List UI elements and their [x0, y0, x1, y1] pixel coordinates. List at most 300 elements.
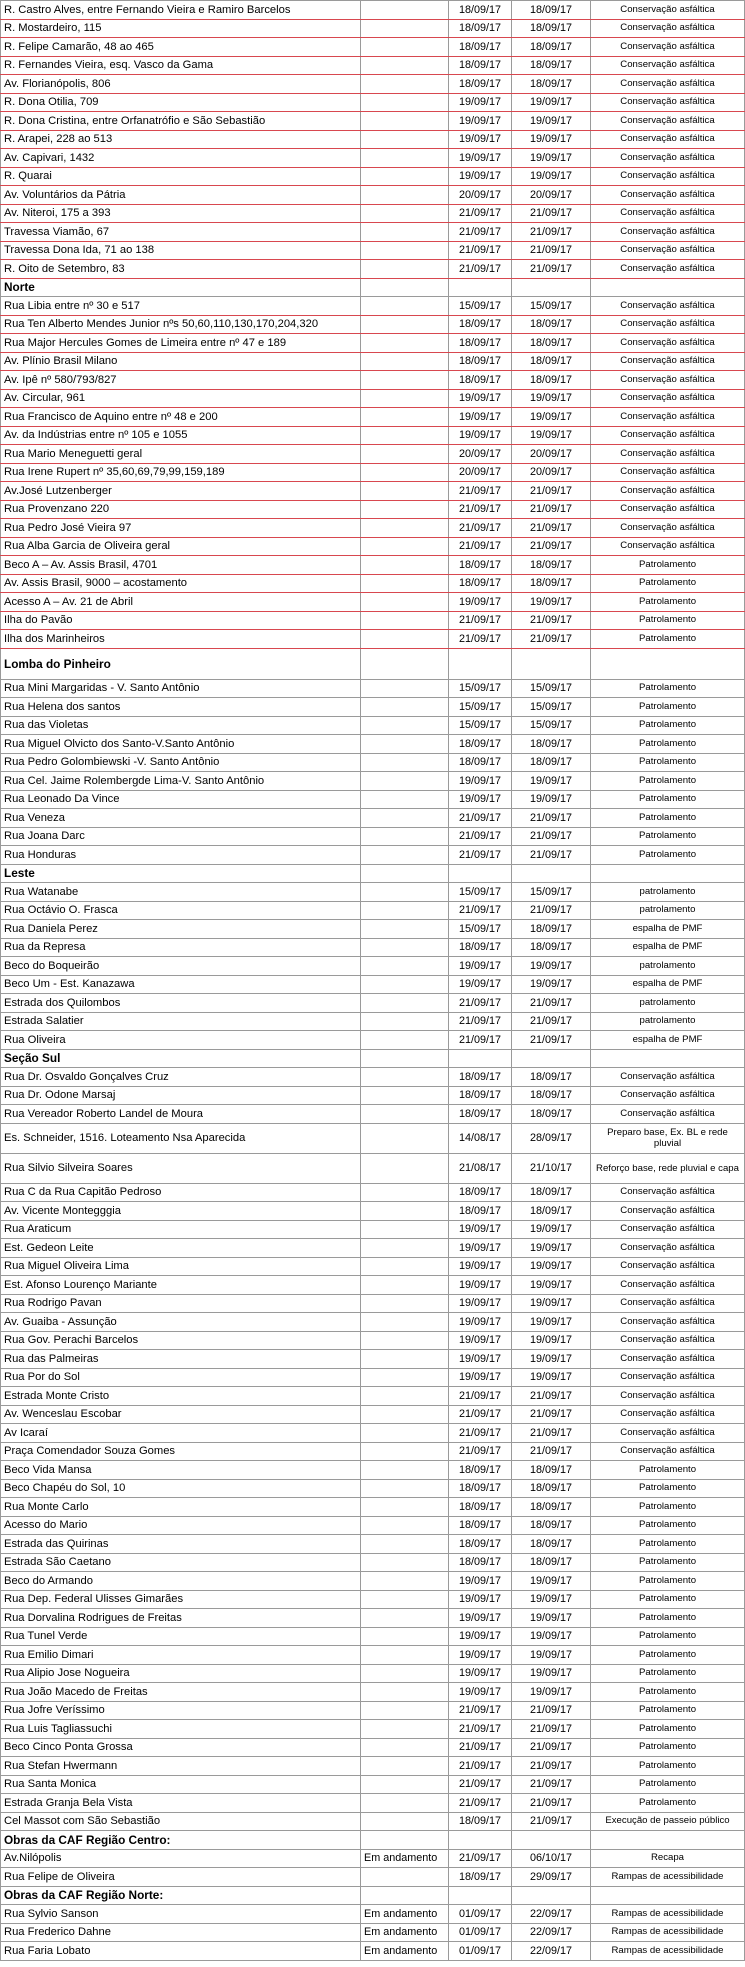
status-cell	[361, 1701, 449, 1720]
start-date-cell: 15/09/17	[449, 920, 512, 939]
status-cell	[361, 883, 449, 902]
start-date-cell: 18/09/17	[449, 352, 512, 371]
street-cell: Rua Dorvalina Rodrigues de Freitas	[1, 1609, 361, 1628]
table-row	[1, 1387, 745, 1406]
end-date-cell: 19/09/17	[512, 1313, 591, 1332]
status-cell	[361, 864, 449, 883]
end-date-cell: 19/09/17	[512, 1350, 591, 1369]
end-date-cell: 18/09/17	[512, 334, 591, 353]
street-cell: Rua Dr. Osvaldo Gonçalves Cruz	[1, 1068, 361, 1087]
service-cell: patrolamento	[591, 883, 745, 902]
service-cell: Conservação asfáltica	[591, 223, 745, 242]
end-date-cell: 21/09/17	[512, 630, 591, 649]
table-row	[1, 260, 745, 279]
end-date-cell: 15/09/17	[512, 716, 591, 735]
table-row	[1, 1738, 745, 1757]
street-cell: Rua Miguel Olvicto dos Santo-V.Santo Antônio	[1, 735, 361, 754]
service-cell: Patrolamento	[591, 809, 745, 828]
start-date-cell: 19/09/17	[449, 593, 512, 612]
table-row	[1, 1775, 745, 1794]
end-date-cell: 19/09/17	[512, 1609, 591, 1628]
street-cell: Av. Ipê nº 580/793/827	[1, 371, 361, 390]
service-cell: Conservação asfáltica	[591, 1202, 745, 1221]
start-date-cell: 19/09/17	[449, 167, 512, 186]
service-cell: Conservação asfáltica	[591, 1294, 745, 1313]
street-cell: Beco Cinco Ponta Grossa	[1, 1738, 361, 1757]
status-cell	[361, 1738, 449, 1757]
start-date-cell: 15/09/17	[449, 679, 512, 698]
end-date-cell: 21/09/17	[512, 901, 591, 920]
street-cell: Rua Mini Margaridas - V. Santo Antônio	[1, 679, 361, 698]
end-date-cell: 19/09/17	[512, 1646, 591, 1665]
service-cell	[591, 648, 745, 679]
service-cell	[591, 864, 745, 883]
status-cell	[361, 149, 449, 168]
service-cell: Patrolamento	[591, 1516, 745, 1535]
end-date-cell: 21/09/17	[512, 1720, 591, 1739]
table-row	[1, 1276, 745, 1295]
status-cell	[361, 1479, 449, 1498]
start-date-cell: 19/09/17	[449, 957, 512, 976]
table-row	[1, 1031, 745, 1050]
table-row	[1, 1664, 745, 1683]
table-row	[1, 75, 745, 94]
start-date-cell: 21/09/17	[449, 827, 512, 846]
street-cell: R. Dona Cristina, entre Orfanatrófio e São Sebastião	[1, 112, 361, 131]
service-cell: Conservação asfáltica	[591, 1313, 745, 1332]
service-cell: Conservação asfáltica	[591, 93, 745, 112]
street-cell: Av Icaraí	[1, 1424, 361, 1443]
status-cell: Em andamento	[361, 1849, 449, 1868]
status-cell	[361, 1757, 449, 1776]
end-date-cell: 18/09/17	[512, 1535, 591, 1554]
table-row	[1, 1868, 745, 1887]
street-cell: Rua Alba Garcia de Oliveira geral	[1, 537, 361, 556]
street-cell: Av. da Indústrias entre nº 105 e 1055	[1, 426, 361, 445]
status-cell	[361, 1350, 449, 1369]
end-date-cell: 18/09/17	[512, 938, 591, 957]
end-date-cell: 18/09/17	[512, 19, 591, 38]
end-date-cell: 18/09/17	[512, 1105, 591, 1124]
street-cell: Av. Niteroi, 175 a 393	[1, 204, 361, 223]
street-cell: Estrada Granja Bela Vista	[1, 1794, 361, 1813]
service-cell: Conservação asfáltica	[591, 75, 745, 94]
table-row	[1, 1905, 745, 1924]
table-row	[1, 1183, 745, 1202]
street-cell: Beco do Armando	[1, 1572, 361, 1591]
end-date-cell: 21/09/17	[512, 223, 591, 242]
street-cell: Rua Miguel Oliveira Lima	[1, 1257, 361, 1276]
service-cell: Conservação asfáltica	[591, 149, 745, 168]
street-cell: R. Quarai	[1, 167, 361, 186]
street-cell: Rua Emilio Dimari	[1, 1646, 361, 1665]
street-cell: Rua Joana Darc	[1, 827, 361, 846]
status-cell	[361, 334, 449, 353]
street-cell: Av.Nilópolis	[1, 1849, 361, 1868]
service-cell: Patrolamento	[591, 1646, 745, 1665]
street-cell: Rua Sylvio Sanson	[1, 1905, 361, 1924]
street-cell: Beco do Boqueirão	[1, 957, 361, 976]
street-cell: Lomba do Pinheiro	[1, 648, 361, 679]
street-cell: Rua Dep. Federal Ulisses Gimarães	[1, 1590, 361, 1609]
start-date-cell: 18/09/17	[449, 334, 512, 353]
status-cell	[361, 698, 449, 717]
street-cell: Rua Felipe de Oliveira	[1, 1868, 361, 1887]
service-cell: Patrolamento	[591, 630, 745, 649]
street-cell: R. Mostardeiro, 115	[1, 19, 361, 38]
street-cell: Rua Jofre Veríssimo	[1, 1701, 361, 1720]
start-date-cell: 21/09/17	[449, 1720, 512, 1739]
street-cell: Rua Pedro Golombiewski -V. Santo Antônio	[1, 753, 361, 772]
end-date-cell: 18/09/17	[512, 1479, 591, 1498]
status-cell	[361, 1868, 449, 1887]
table-row	[1, 1220, 745, 1239]
start-date-cell: 18/09/17	[449, 1498, 512, 1517]
status-cell	[361, 1572, 449, 1591]
start-date-cell: 19/09/17	[449, 1331, 512, 1350]
status-cell	[361, 790, 449, 809]
table-row	[1, 500, 745, 519]
status-cell	[361, 1294, 449, 1313]
status-cell	[361, 93, 449, 112]
service-cell: espalha de PMF	[591, 938, 745, 957]
table-row	[1, 1123, 745, 1153]
table-row	[1, 1153, 745, 1183]
section-row	[1, 1886, 745, 1905]
end-date-cell: 15/09/17	[512, 698, 591, 717]
service-cell: espalha de PMF	[591, 920, 745, 939]
service-cell: Conservação asfáltica	[591, 371, 745, 390]
end-date-cell: 19/09/17	[512, 1683, 591, 1702]
status-cell	[361, 204, 449, 223]
service-cell: Conservação asfáltica	[591, 519, 745, 538]
start-date-cell: 18/09/17	[449, 1068, 512, 1087]
street-cell: Rua Octávio O. Frasca	[1, 901, 361, 920]
status-cell	[361, 38, 449, 57]
status-cell	[361, 994, 449, 1013]
status-cell	[361, 315, 449, 334]
table-row	[1, 408, 745, 427]
end-date-cell: 15/09/17	[512, 679, 591, 698]
table-row	[1, 334, 745, 353]
status-cell	[361, 1535, 449, 1554]
service-cell: Conservação asfáltica	[591, 1350, 745, 1369]
table-row	[1, 901, 745, 920]
table-row	[1, 716, 745, 735]
start-date-cell: 18/09/17	[449, 1535, 512, 1554]
end-date-cell	[512, 1831, 591, 1850]
street-cell: R. Castro Alves, entre Fernando Vieira e Ramiro Barcelos	[1, 1, 361, 20]
end-date-cell: 19/09/17	[512, 408, 591, 427]
table-row	[1, 149, 745, 168]
start-date-cell: 18/09/17	[449, 1553, 512, 1572]
end-date-cell: 18/09/17	[512, 315, 591, 334]
end-date-cell: 18/09/17	[512, 574, 591, 593]
end-date-cell: 19/09/17	[512, 593, 591, 612]
end-date-cell: 19/09/17	[512, 957, 591, 976]
start-date-cell: 19/09/17	[449, 93, 512, 112]
service-cell	[591, 1049, 745, 1068]
status-cell	[361, 1049, 449, 1068]
start-date-cell: 21/09/17	[449, 1849, 512, 1868]
service-cell: Patrolamento	[591, 1479, 745, 1498]
service-cell: Patrolamento	[591, 593, 745, 612]
table-row	[1, 537, 745, 556]
table-row	[1, 593, 745, 612]
status-cell	[361, 1276, 449, 1295]
street-cell: Ilha do Pavão	[1, 611, 361, 630]
street-cell: Estrada São Caetano	[1, 1553, 361, 1572]
service-cell: Conservação asfáltica	[591, 500, 745, 519]
start-date-cell: 19/09/17	[449, 1257, 512, 1276]
section-row	[1, 1831, 745, 1850]
service-cell: patrolamento	[591, 1012, 745, 1031]
street-cell: R. Fernandes Vieira, esq. Vasco da Gama	[1, 56, 361, 75]
status-cell	[361, 1516, 449, 1535]
end-date-cell: 19/09/17	[512, 426, 591, 445]
start-date-cell: 21/09/17	[449, 537, 512, 556]
service-cell: Conservação asfáltica	[591, 241, 745, 260]
start-date-cell: 19/09/17	[449, 1572, 512, 1591]
start-date-cell: 15/09/17	[449, 883, 512, 902]
service-cell: patrolamento	[591, 957, 745, 976]
service-cell: Conservação asfáltica	[591, 445, 745, 464]
start-date-cell: 15/09/17	[449, 297, 512, 316]
table-row	[1, 753, 745, 772]
status-cell	[361, 556, 449, 575]
table-row	[1, 827, 745, 846]
start-date-cell: 19/09/17	[449, 426, 512, 445]
status-cell	[361, 901, 449, 920]
table-row	[1, 1701, 745, 1720]
street-cell: Rua Rodrigo Pavan	[1, 1294, 361, 1313]
street-cell: Rua Alipio Jose Nogueira	[1, 1664, 361, 1683]
street-cell: Cel Massot com São Sebastião	[1, 1812, 361, 1831]
service-cell: Conservação asfáltica	[591, 1105, 745, 1124]
status-cell	[361, 519, 449, 538]
service-cell: Patrolamento	[591, 1664, 745, 1683]
start-date-cell: 21/09/17	[449, 482, 512, 501]
status-cell	[361, 1553, 449, 1572]
street-cell: Obras da CAF Região Centro:	[1, 1831, 361, 1850]
status-cell	[361, 716, 449, 735]
status-cell	[361, 167, 449, 186]
status-cell	[361, 278, 449, 297]
table-row	[1, 38, 745, 57]
start-date-cell: 21/08/17	[449, 1153, 512, 1183]
end-date-cell: 18/09/17	[512, 56, 591, 75]
start-date-cell: 19/09/17	[449, 1276, 512, 1295]
end-date-cell: 21/09/17	[512, 1701, 591, 1720]
table-row	[1, 1535, 745, 1554]
start-date-cell: 19/09/17	[449, 389, 512, 408]
street-cell: R. Arapei, 228 ao 513	[1, 130, 361, 149]
end-date-cell: 19/09/17	[512, 1572, 591, 1591]
status-cell	[361, 1012, 449, 1031]
street-cell: Rua Ten Alberto Mendes Junior nºs 50,60,110,130,170,204,320	[1, 315, 361, 334]
start-date-cell: 20/09/17	[449, 463, 512, 482]
table-row	[1, 130, 745, 149]
end-date-cell: 21/09/17	[512, 260, 591, 279]
street-cell: Rua Helena dos santos	[1, 698, 361, 717]
service-cell: Conservação asfáltica	[591, 1442, 745, 1461]
start-date-cell: 19/09/17	[449, 149, 512, 168]
table-row	[1, 1516, 745, 1535]
status-cell	[361, 753, 449, 772]
end-date-cell: 18/09/17	[512, 371, 591, 390]
service-cell: Recapa	[591, 1849, 745, 1868]
street-cell: Rua Major Hercules Gomes de Limeira entre nº 47 e 189	[1, 334, 361, 353]
service-cell: Patrolamento	[591, 1757, 745, 1776]
start-date-cell	[449, 864, 512, 883]
table-row	[1, 1812, 745, 1831]
table-row	[1, 611, 745, 630]
table-row	[1, 846, 745, 865]
table-row	[1, 1553, 745, 1572]
status-cell	[361, 112, 449, 131]
street-cell: Estrada das Quirinas	[1, 1535, 361, 1554]
table-row	[1, 1257, 745, 1276]
table-row	[1, 790, 745, 809]
service-cell: Rampas de acessibilidade	[591, 1942, 745, 1961]
start-date-cell: 19/09/17	[449, 1683, 512, 1702]
street-cell: Rua Araticum	[1, 1220, 361, 1239]
status-cell	[361, 1405, 449, 1424]
street-cell: Rua Por do Sol	[1, 1368, 361, 1387]
status-cell	[361, 1387, 449, 1406]
end-date-cell	[512, 648, 591, 679]
start-date-cell: 15/09/17	[449, 698, 512, 717]
start-date-cell: 18/09/17	[449, 19, 512, 38]
table-row	[1, 1086, 745, 1105]
service-cell: Conservação asfáltica	[591, 1368, 745, 1387]
start-date-cell: 19/09/17	[449, 130, 512, 149]
start-date-cell	[449, 648, 512, 679]
end-date-cell: 19/09/17	[512, 1627, 591, 1646]
service-cell: Conservação asfáltica	[591, 1086, 745, 1105]
service-cell: Patrolamento	[591, 1553, 745, 1572]
status-cell	[361, 1775, 449, 1794]
table-row	[1, 994, 745, 1013]
status-cell	[361, 1683, 449, 1702]
service-cell: Conservação asfáltica	[591, 352, 745, 371]
end-date-cell: 19/09/17	[512, 975, 591, 994]
status-cell	[361, 593, 449, 612]
table-row	[1, 1646, 745, 1665]
status-cell	[361, 1442, 449, 1461]
end-date-cell: 19/09/17	[512, 1590, 591, 1609]
start-date-cell: 21/09/17	[449, 519, 512, 538]
status-cell	[361, 809, 449, 828]
service-cell: Patrolamento	[591, 1461, 745, 1480]
street-cell: Av. Assis Brasil, 9000 – acostamento	[1, 574, 361, 593]
status-cell	[361, 241, 449, 260]
end-date-cell: 21/09/17	[512, 809, 591, 828]
status-cell	[361, 1239, 449, 1258]
status-cell	[361, 352, 449, 371]
end-date-cell: 15/09/17	[512, 297, 591, 316]
service-cell: espalha de PMF	[591, 1031, 745, 1050]
table-row	[1, 186, 745, 205]
table-row	[1, 167, 745, 186]
table-row	[1, 772, 745, 791]
service-cell: Patrolamento	[591, 1738, 745, 1757]
start-date-cell: 21/09/17	[449, 994, 512, 1013]
status-cell	[361, 389, 449, 408]
table-row	[1, 1442, 745, 1461]
start-date-cell: 18/09/17	[449, 753, 512, 772]
street-cell: Rua Honduras	[1, 846, 361, 865]
service-cell: Conservação asfáltica	[591, 260, 745, 279]
street-cell: Estrada dos Quilombos	[1, 994, 361, 1013]
end-date-cell: 15/09/17	[512, 883, 591, 902]
table-row	[1, 1331, 745, 1350]
status-cell	[361, 975, 449, 994]
service-cell: Conservação asfáltica	[591, 186, 745, 205]
end-date-cell: 22/09/17	[512, 1923, 591, 1942]
status-cell	[361, 537, 449, 556]
start-date-cell: 18/09/17	[449, 938, 512, 957]
street-cell: Acesso A – Av. 21 de Abril	[1, 593, 361, 612]
service-cell: Conservação asfáltica	[591, 56, 745, 75]
street-cell: Rua C da Rua Capitão Pedroso	[1, 1183, 361, 1202]
start-date-cell: 21/09/17	[449, 1405, 512, 1424]
status-cell: Em andamento	[361, 1905, 449, 1924]
street-cell: Av.José Lutzenberger	[1, 482, 361, 501]
end-date-cell: 18/09/17	[512, 75, 591, 94]
service-cell: Conservação asfáltica	[591, 482, 745, 501]
street-cell: Rua Tunel Verde	[1, 1627, 361, 1646]
status-cell	[361, 260, 449, 279]
street-cell: Travessa Dona Ida, 71 ao 138	[1, 241, 361, 260]
street-cell: Beco Vida Mansa	[1, 1461, 361, 1480]
start-date-cell: 18/09/17	[449, 1516, 512, 1535]
start-date-cell: 21/09/17	[449, 1757, 512, 1776]
service-cell: Conservação asfáltica	[591, 1424, 745, 1443]
status-cell	[361, 648, 449, 679]
status-cell	[361, 1794, 449, 1813]
service-cell: Conservação asfáltica	[591, 426, 745, 445]
status-cell	[361, 827, 449, 846]
street-cell: Rua Frederico Dahne	[1, 1923, 361, 1942]
table-row	[1, 679, 745, 698]
end-date-cell: 18/09/17	[512, 920, 591, 939]
service-cell: Patrolamento	[591, 772, 745, 791]
end-date-cell: 18/09/17	[512, 1516, 591, 1535]
end-date-cell: 19/09/17	[512, 1239, 591, 1258]
service-cell: Patrolamento	[591, 1609, 745, 1628]
service-cell: Patrolamento	[591, 1794, 745, 1813]
service-cell: Conservação asfáltica	[591, 297, 745, 316]
service-cell: Patrolamento	[591, 846, 745, 865]
status-cell	[361, 1424, 449, 1443]
start-date-cell: 19/09/17	[449, 1313, 512, 1332]
table-row	[1, 556, 745, 575]
service-cell: Rampas de acessibilidade	[591, 1923, 745, 1942]
service-cell: Conservação asfáltica	[591, 1331, 745, 1350]
status-cell	[361, 772, 449, 791]
status-cell	[361, 19, 449, 38]
service-cell: Patrolamento	[591, 1683, 745, 1702]
service-cell: Execução de passeio público	[591, 1812, 745, 1831]
end-date-cell: 19/09/17	[512, 93, 591, 112]
table-row	[1, 1313, 745, 1332]
table-row	[1, 1720, 745, 1739]
status-cell	[361, 1031, 449, 1050]
start-date-cell: 01/09/17	[449, 1942, 512, 1961]
street-cell: Beco A – Av. Assis Brasil, 4701	[1, 556, 361, 575]
status-cell	[361, 574, 449, 593]
